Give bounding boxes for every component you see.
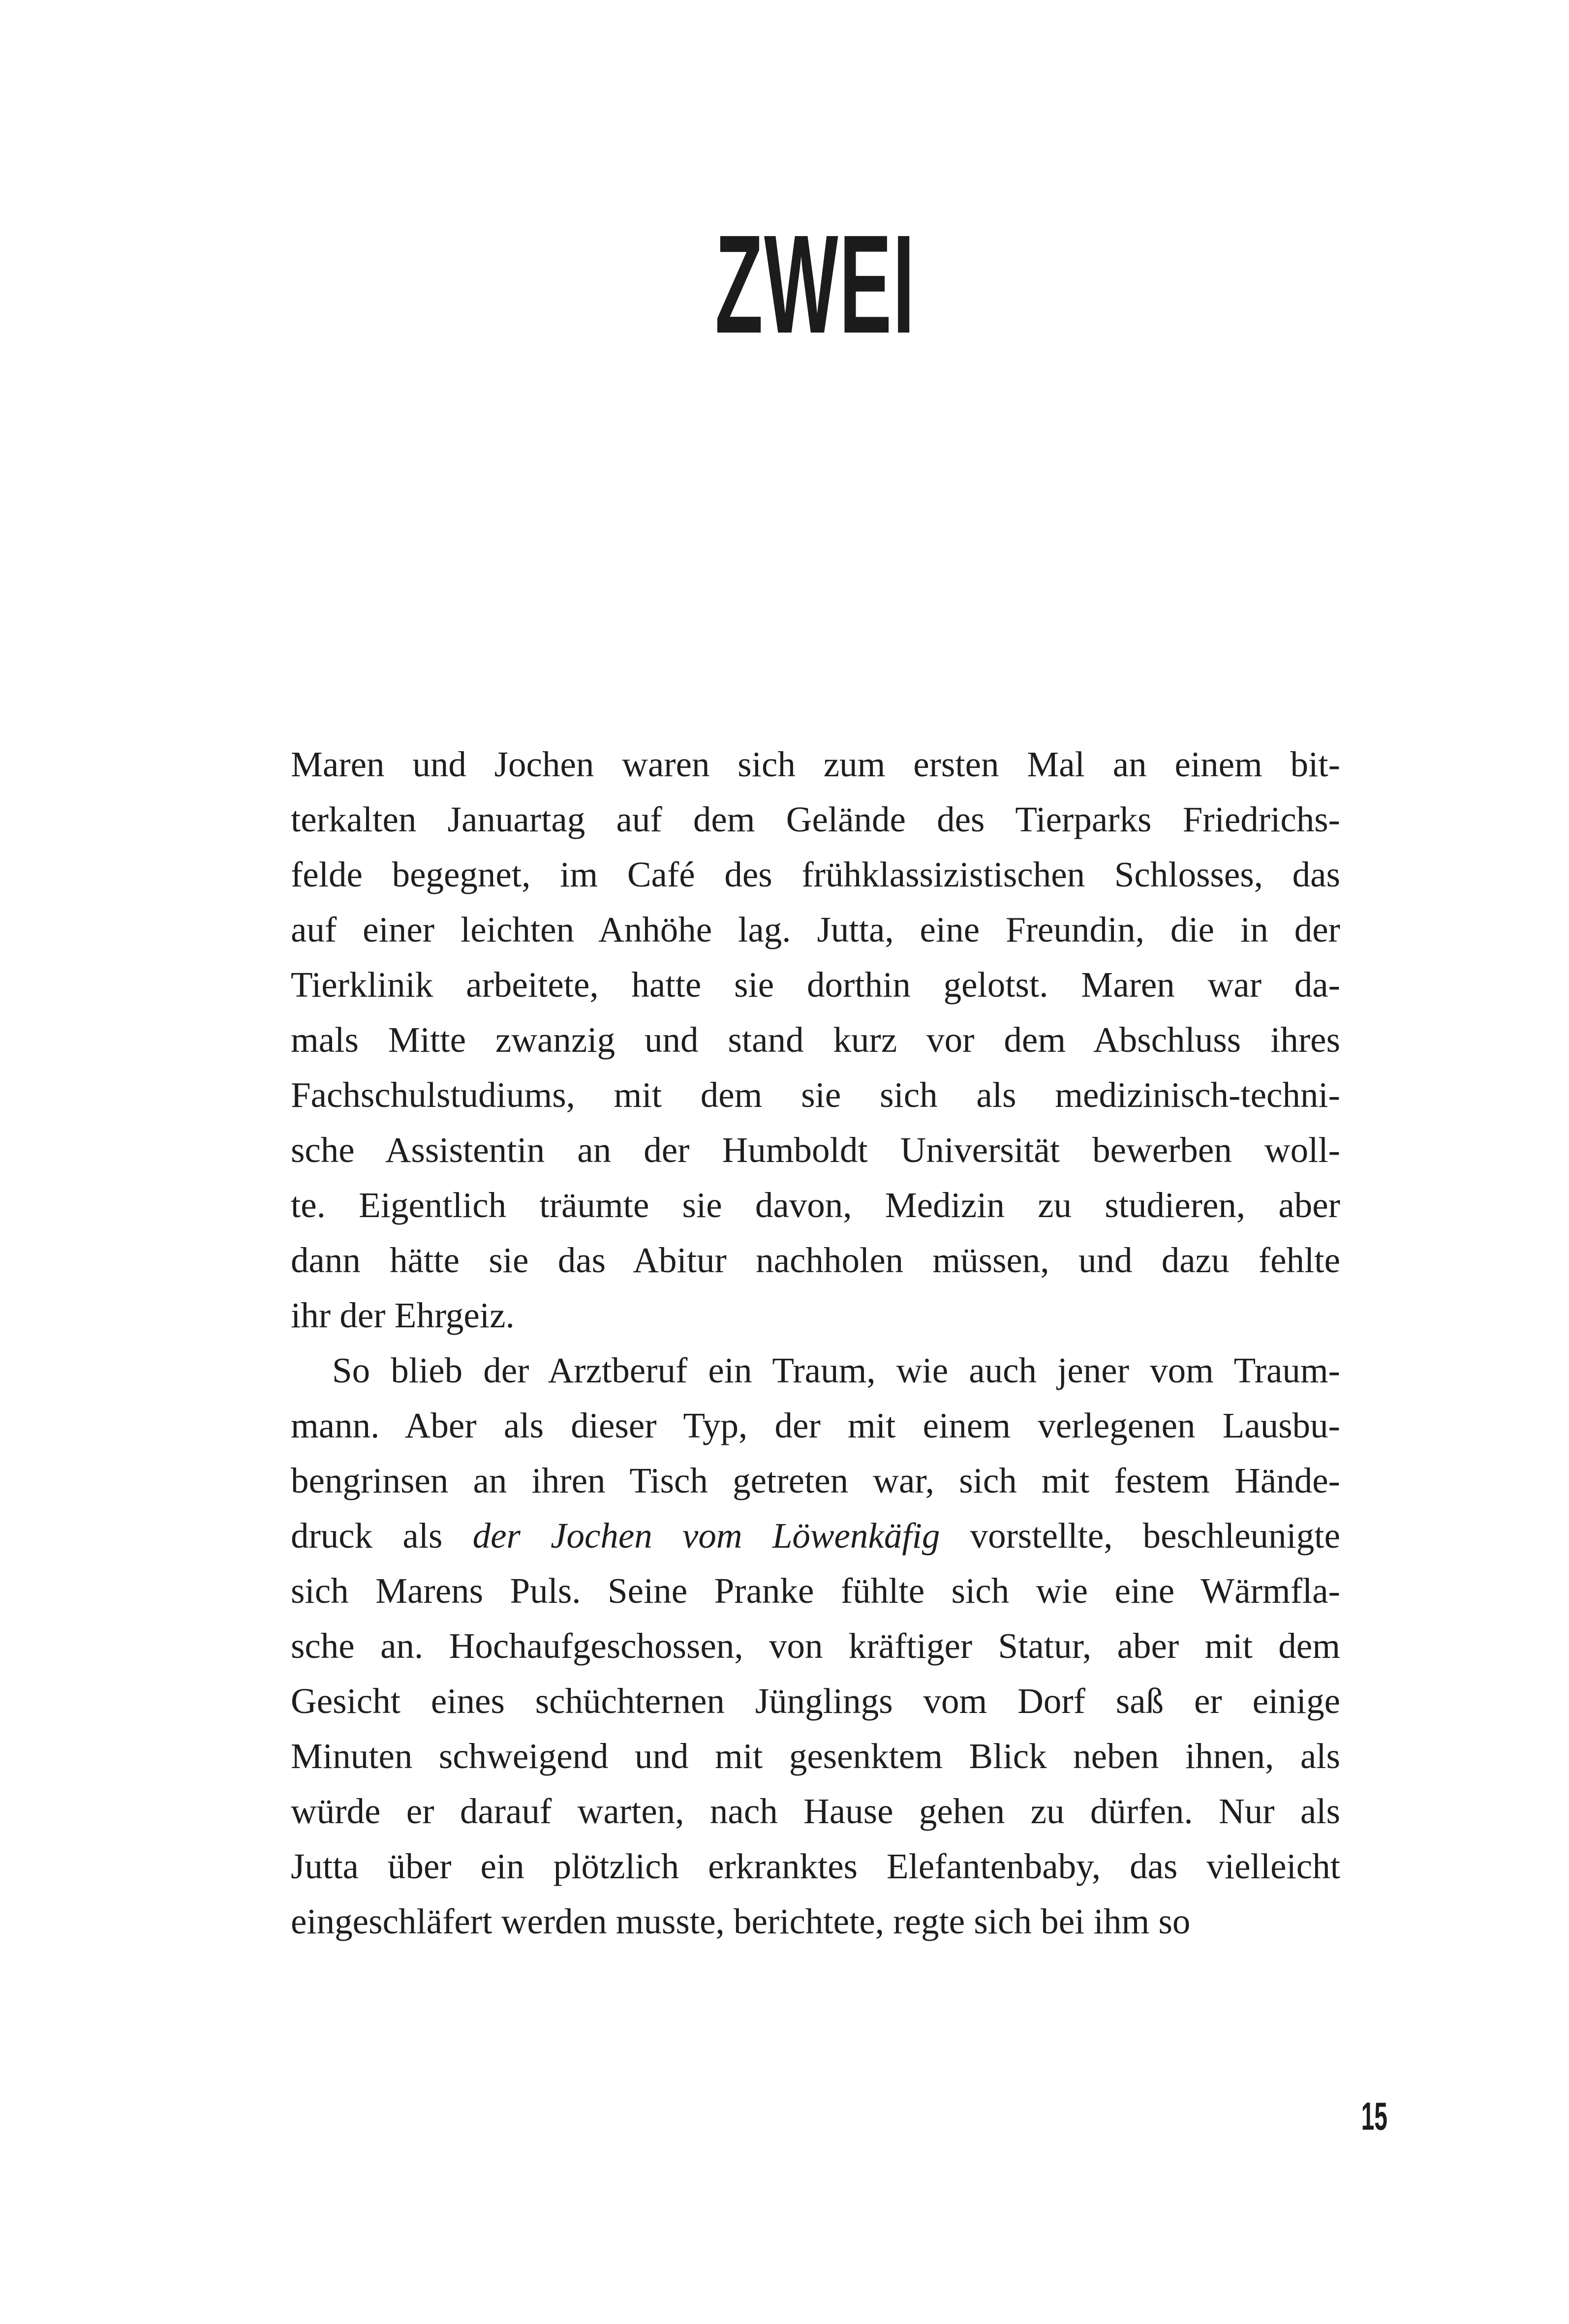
text-line: [291, 1563, 1340, 1619]
text-segment: te. Eigentlich träumte sie davon, Medizin zu studieren, aber: [291, 1185, 1340, 1225]
text-line: [291, 1508, 1340, 1563]
text-segment: Fachschulstudiums, mit dem sie sich als medizinisch-techni-: [291, 1075, 1340, 1115]
text-line: [291, 1012, 1340, 1068]
text-segment: Maren und Jochen waren sich zum ersten Mal an einem bit-: [291, 744, 1340, 784]
text-line: [291, 1453, 1340, 1508]
text-segment: vorstellte, beschleunigte: [940, 1516, 1340, 1556]
text-segment: dann hätte sie das Abitur nachholen müssen, und dazu fehlte: [291, 1240, 1340, 1280]
text-line: [291, 1233, 1340, 1288]
text-line: [291, 1729, 1340, 1784]
text-line: [291, 1398, 1340, 1453]
text-line: [291, 1123, 1340, 1178]
text-segment: Gesicht eines schüchternen Jünglings vom Dorf saß er einige: [291, 1681, 1340, 1721]
page-number-text: 15: [1361, 2094, 1387, 2138]
text-segment: sche Assistentin an der Humboldt Universität bewerben woll-: [291, 1130, 1340, 1170]
text-segment: sich Marens Puls. Seine Pranke fühlte sich wie eine Wärmfla-: [291, 1571, 1340, 1611]
text-line: [291, 1343, 1340, 1398]
text-segment: Jutta über ein plötzlich erkranktes Elefantenbaby, das vielleicht: [291, 1846, 1340, 1886]
text-line: [291, 1894, 1340, 1949]
text-segment: terkalten Januartag auf dem Gelände des Tierparks Friedrichs-: [291, 799, 1340, 839]
text-segment: sche an. Hochaufgeschossen, von kräftiger Statur, aber mit dem: [291, 1626, 1340, 1666]
italic-phrase: der Jochen vom Löwenkäfig: [472, 1516, 940, 1556]
text-segment: auf einer leichten Anhöhe lag. Jutta, eine Freundin, die in der: [291, 910, 1340, 949]
text-line: [291, 1674, 1340, 1729]
chapter-title-text: ZWEI: [715, 206, 916, 363]
body-text: [291, 737, 1340, 1949]
text-segment: felde begegnet, im Café des frühklassizistischen Schlosses, das: [291, 855, 1340, 894]
text-segment: eingeschläfert werden musste, berichtete, regte sich bei ihm so: [291, 1901, 1191, 1941]
text-line: [291, 1839, 1340, 1894]
text-line: [291, 902, 1340, 957]
text-segment: mann. Aber als dieser Typ, der mit einem verlegenen Lausbu-: [291, 1406, 1340, 1445]
text-line: [291, 792, 1340, 847]
chapter-heading: [291, 206, 1340, 363]
text-segment: So blieb der Arztberuf ein Traum, wie auch jener vom Traum-: [332, 1350, 1340, 1390]
page-number: [1289, 2094, 1387, 2139]
text-line: [291, 1784, 1340, 1839]
text-line: [291, 1178, 1340, 1233]
text-line: [291, 1068, 1340, 1123]
text-segment: würde er darauf warten, nach Hause gehen zu dürfen. Nur als: [291, 1791, 1340, 1831]
text-segment: Tierklinik arbeitete, hatte sie dorthin gelotst. Maren war da-: [291, 965, 1340, 1005]
text-line: [291, 1619, 1340, 1674]
text-line: [291, 957, 1340, 1012]
text-segment: druck als: [291, 1516, 473, 1556]
text-segment: mals Mitte zwanzig und stand kurz vor dem Abschluss ihres: [291, 1020, 1340, 1060]
text-segment: Minuten schweigend und mit gesenktem Blick neben ihnen, als: [291, 1736, 1340, 1776]
text-line: [291, 737, 1340, 792]
text-line: [291, 1288, 1340, 1343]
text-segment: bengrinsen an ihren Tisch getreten war, sich mit festem Hände-: [291, 1461, 1340, 1500]
text-segment: ihr der Ehrgeiz.: [291, 1295, 515, 1335]
text-line: [291, 847, 1340, 902]
